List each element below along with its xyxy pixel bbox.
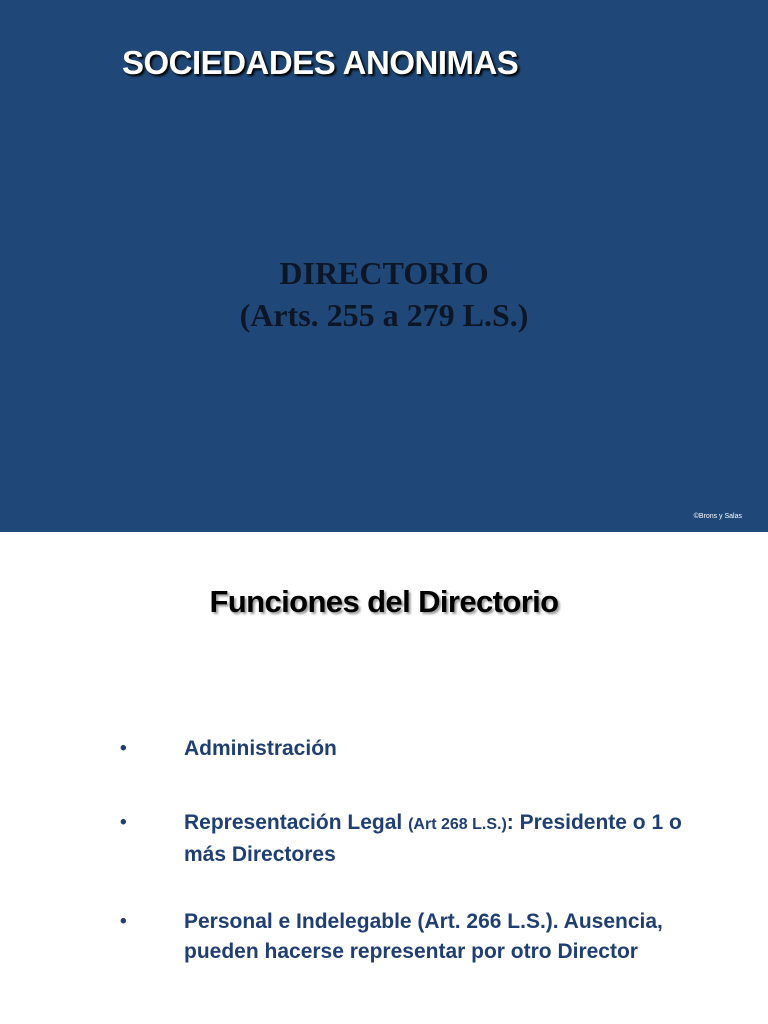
bullet-list (120, 734, 720, 967)
bullet-text: Administración (184, 737, 337, 760)
list-item (120, 808, 720, 870)
bullet-text: Personal e Indelegable (Art. 266 L.S.). Ausencia, pueden hacerse representar por otro Director (184, 910, 663, 963)
subtitle-line-2: (Arts. 255 a 279 L.S.) (239, 297, 529, 333)
bullet-text-a: Representación Legal (184, 811, 409, 834)
list-item (120, 907, 720, 967)
bullet-text-c: : Presidente o 1 o más Directores (184, 811, 682, 866)
subtitle-line-1: DIRECTORIO (279, 255, 489, 291)
slide-1-subtitle (0, 252, 768, 336)
bullet-icon: • (120, 812, 127, 833)
bullet-icon: • (120, 738, 127, 759)
bullet-icon: • (120, 911, 127, 932)
list-item (120, 734, 720, 764)
slide-1-title: SOCIEDADES ANONIMAS (122, 44, 519, 81)
slide-1-footer: ©Brons y Salas (693, 513, 742, 520)
slide-2-title: Funciones del Directorio (209, 584, 559, 619)
bullet-text-b: (Art 268 L.S.) (408, 816, 507, 833)
